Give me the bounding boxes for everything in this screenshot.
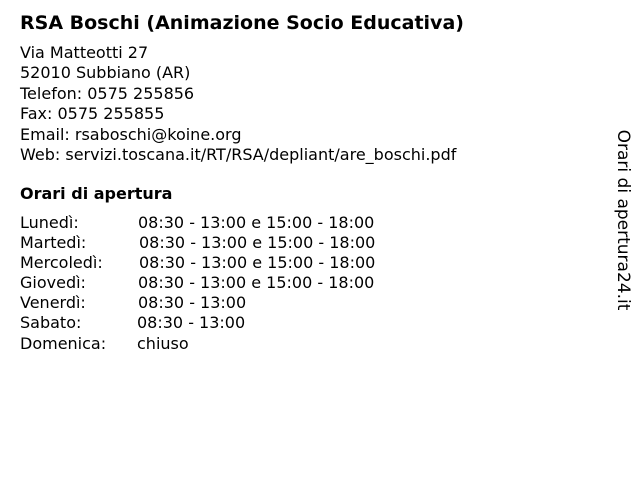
time-value: chiuso xyxy=(137,333,189,353)
time-value: 08:30 - 13:00 e 15:00 - 18:00 xyxy=(138,213,375,232)
time-value: 08:30 - 13:00 xyxy=(138,293,247,313)
site-watermark: Orari di apertura24.it xyxy=(613,129,633,311)
address-city: 52010 Subbiano (AR) xyxy=(20,63,191,83)
fax-number: Fax: 0575 255855 xyxy=(20,104,165,124)
time-value: 08:30 - 13:00 e 15:00 - 18:00 xyxy=(138,273,375,293)
time-value: 08:30 - 13:00 xyxy=(137,313,246,333)
day-label: Giovedì: xyxy=(20,273,86,293)
day-label: Domenica: xyxy=(20,333,107,353)
day-label: Venerdì: xyxy=(20,293,86,313)
day-label: Mercoledì: xyxy=(20,253,103,273)
website-link[interactable]: Web: servizi.toscana.it/RT/RSA/depliant/are_boschi.pdf xyxy=(20,144,457,164)
day-label: Martedì: xyxy=(20,233,87,253)
address-street: Via Matteotti 27 xyxy=(20,43,149,62)
time-value: 08:30 - 13:00 e 15:00 - 18:00 xyxy=(139,253,376,273)
phone-number: Telefon: 0575 255856 xyxy=(20,83,195,103)
contact-block xyxy=(20,43,456,165)
page-title: RSA Boschi (Animazione Socio Educativa) xyxy=(20,12,464,34)
day-label: Lunedì: xyxy=(20,213,79,232)
email-link[interactable]: Email: rsaboschi@koine.org xyxy=(20,124,242,144)
time-value: 08:30 - 13:00 e 15:00 - 18:00 xyxy=(139,233,376,253)
hours-heading: Orari di apertura xyxy=(20,184,173,203)
day-label: Sabato: xyxy=(20,313,82,333)
